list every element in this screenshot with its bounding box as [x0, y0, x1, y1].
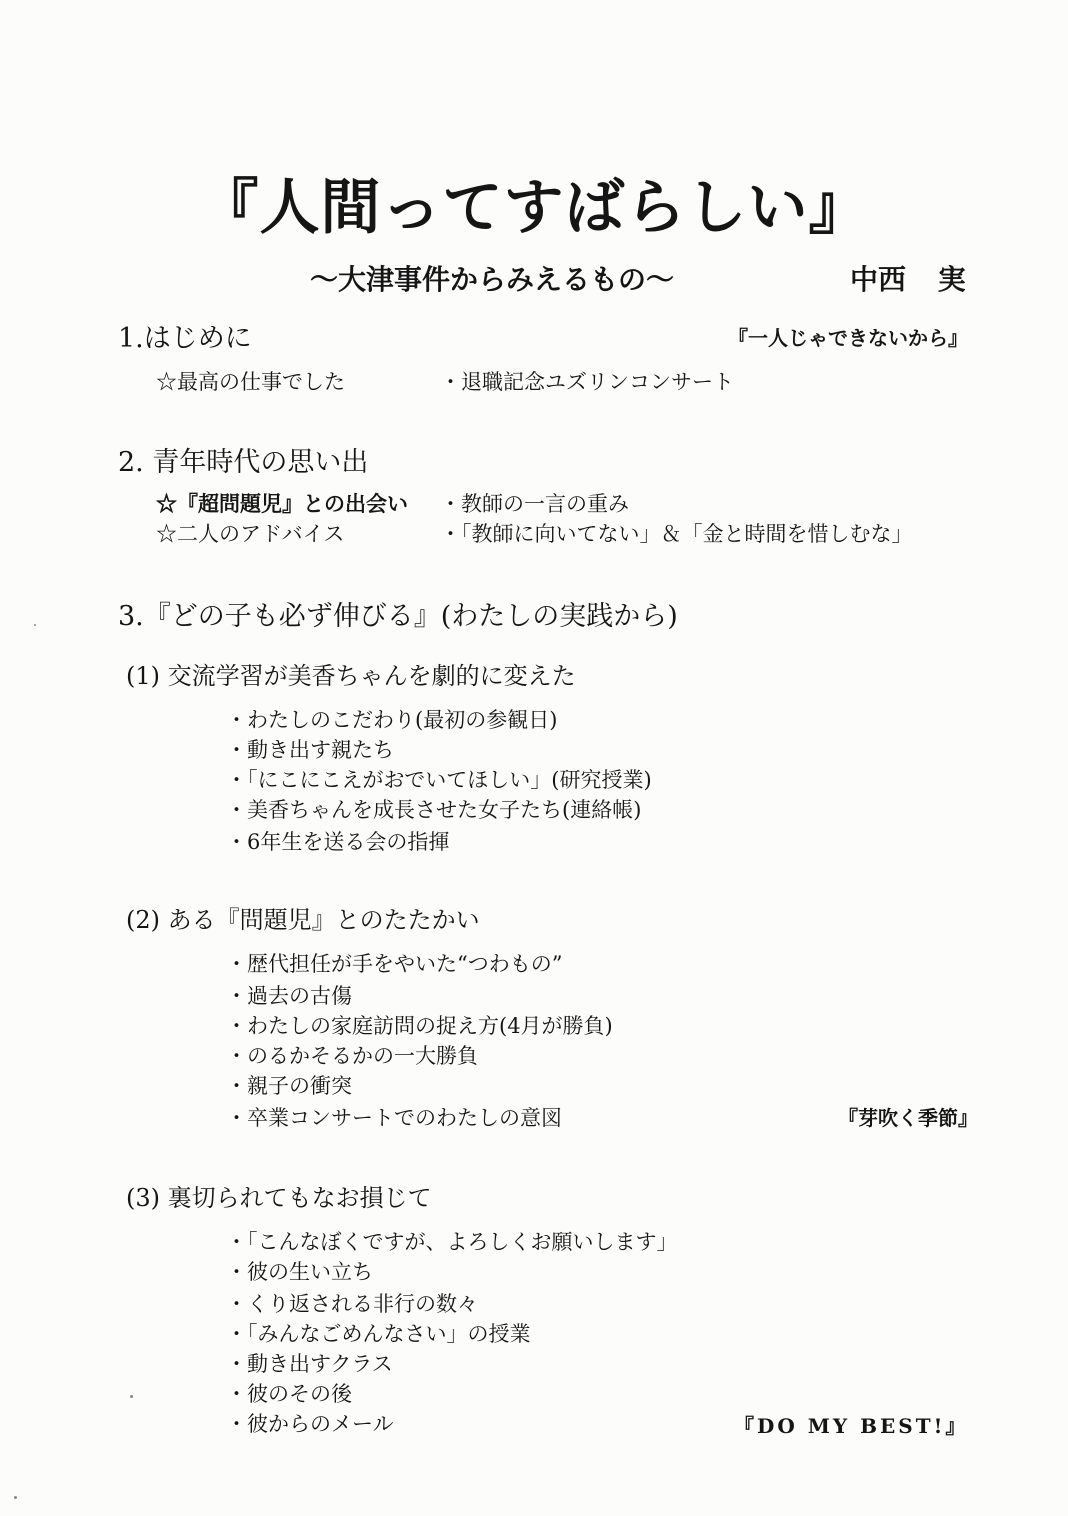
subsection-3-heading: (3) 裏切られてもなお損じて — [126, 1184, 432, 1212]
section-2-bullet-item: ・「教師に向いてない」＆「金と時間を惜しむな」 — [440, 522, 913, 546]
list-item: ・美香ちゃんを成長させた女子たち(連絡帳) — [226, 798, 642, 822]
subsection-3-quote: 『DO MY BEST!』 — [734, 1414, 969, 1438]
section-2-star-item: ☆『超問題児』との出会い — [156, 491, 408, 516]
scan-speck — [34, 624, 36, 626]
subsection-2-heading: (2) ある『問題児』とのたたかい — [126, 906, 480, 934]
list-item: ・過去の古傷 — [226, 984, 352, 1008]
section-1-heading: 1.はじめに — [118, 323, 252, 354]
section-2-bullet-item: ・教師の一言の重み — [440, 492, 629, 516]
section-1-star-item: ☆最高の仕事でした — [156, 370, 345, 394]
list-item: ・6年生を送る会の指揮 — [226, 830, 450, 854]
section-1-bullet-item: ・退職記念ユズリンコンサート — [440, 370, 734, 394]
section-1-quote: 『一人じゃできないから』 — [728, 326, 968, 350]
list-item: ・動き出すクラス — [226, 1352, 393, 1376]
list-item: ・「にこにこえがおでいてほしい」(研究授業) — [226, 768, 652, 792]
scan-speck — [14, 1496, 17, 1499]
list-item: ・わたしの家庭訪問の捉え方(4月が勝負) — [226, 1014, 613, 1038]
section-3-heading: 3.『どの子も必ず伸びる』(わたしの実践から) — [118, 601, 678, 632]
section-2-heading: 2. 青年時代の思い出 — [118, 447, 369, 478]
list-item: ・彼のその後 — [226, 1382, 352, 1406]
list-item: ・歴代担任が手をやいた“つわもの” — [226, 952, 563, 976]
list-item: ・わたしのこだわり(最初の参観日) — [226, 708, 558, 732]
section-2-star-item: ☆二人のアドバイス — [156, 522, 345, 546]
subtitle: ～大津事件からみえるもの～ — [310, 263, 675, 296]
author-name: 中西 実 — [850, 263, 966, 296]
list-item: ・「こんなぼくですが、よろしくお願いします」 — [226, 1230, 678, 1254]
list-item: ・彼からのメール — [226, 1412, 394, 1436]
list-item: ・のるかそるかの一大勝負 — [226, 1044, 478, 1068]
list-item: ・卒業コンサートでのわたしの意図 — [226, 1106, 562, 1130]
list-item: ・彼の生い立ち — [226, 1260, 373, 1284]
scan-speck — [130, 1395, 133, 1398]
page-title: 『人間ってすばらしい』 — [198, 173, 870, 243]
subsection-1-heading: (1) 交流学習が美香ちゃんを劇的に変えた — [126, 662, 576, 690]
subsection-2-quote: 『芽吹く季節』 — [838, 1106, 978, 1130]
list-item: ・親子の衝突 — [226, 1074, 352, 1098]
list-item: ・くり返される非行の数々 — [226, 1292, 478, 1316]
list-item: ・動き出す親たち — [226, 738, 394, 762]
list-item: ・「みんなごめんなさい」の授業 — [226, 1322, 531, 1346]
